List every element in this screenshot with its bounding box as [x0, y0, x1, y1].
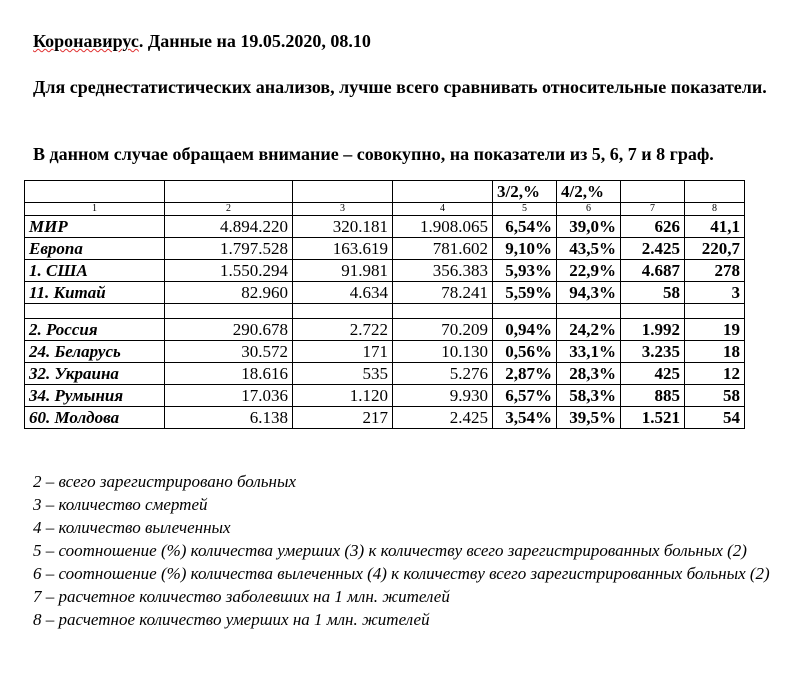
table-cell: 18.616	[165, 363, 293, 385]
table-cell: 39,5%	[557, 407, 621, 429]
table-cell: 1.521	[621, 407, 685, 429]
table-row	[25, 238, 745, 260]
table-cell: 781.602	[393, 238, 493, 260]
legend-item: 6 – соотношение (%) количества вылеченных (4) к количеству всего зарегистрированных больных (2)	[33, 564, 770, 583]
table-row	[25, 216, 745, 238]
header-cell	[293, 181, 393, 203]
table-cell: 82.960	[165, 282, 293, 304]
table-cell: 290.678	[165, 319, 293, 341]
table-cell: 17.036	[165, 385, 293, 407]
column-number-cell: 2	[165, 203, 293, 216]
column-number-cell: 8	[685, 203, 745, 216]
table-cell: 6,57%	[493, 385, 557, 407]
table-cell: 78.241	[393, 282, 493, 304]
table-cell: 1.120	[293, 385, 393, 407]
legend-item: 7 – расчетное количество заболевших на 1 млн. жителей	[33, 587, 450, 606]
table-cell: 9,10%	[493, 238, 557, 260]
table-cell: 5,59%	[493, 282, 557, 304]
table-row	[25, 363, 745, 385]
table-cell: 2.425	[621, 238, 685, 260]
legend-item: 4 – количество вылеченных	[33, 518, 231, 537]
header-cell	[165, 181, 293, 203]
region-name-cell: 1. США	[25, 260, 165, 282]
table-row	[25, 282, 745, 304]
region-name-cell: МИР	[25, 216, 165, 238]
table-cell: 5.276	[393, 363, 493, 385]
table-cell: 626	[621, 216, 685, 238]
table-cell: 6.138	[165, 407, 293, 429]
region-name-cell: 32. Украина	[25, 363, 165, 385]
table-cell: 10.130	[393, 341, 493, 363]
table-cell: 58	[685, 385, 745, 407]
statistics-table	[24, 180, 745, 429]
blank-cell	[293, 304, 393, 319]
table-cell: 58	[621, 282, 685, 304]
table-cell: 91.981	[293, 260, 393, 282]
table-cell: 1.908.065	[393, 216, 493, 238]
header-cell	[393, 181, 493, 203]
header-cell	[25, 181, 165, 203]
region-name-cell: 2. Россия	[25, 319, 165, 341]
region-name-cell: Европа	[25, 238, 165, 260]
table-cell: 3,54%	[493, 407, 557, 429]
column-number-cell: 4	[393, 203, 493, 216]
table-cell: 39,0%	[557, 216, 621, 238]
header-cell: 4/2,%	[557, 181, 621, 203]
table-cell: 320.181	[293, 216, 393, 238]
region-name-cell: 60. Молдова	[25, 407, 165, 429]
table-row	[25, 341, 745, 363]
table-cell: 3.235	[621, 341, 685, 363]
table-cell: 1.797.528	[165, 238, 293, 260]
blank-cell	[165, 304, 293, 319]
table-row	[25, 260, 745, 282]
column-number-cell: 6	[557, 203, 621, 216]
column-number-row	[25, 203, 745, 216]
column-number-cell: 7	[621, 203, 685, 216]
table-cell: 3	[685, 282, 745, 304]
blank-cell	[685, 304, 745, 319]
table-cell: 43,5%	[557, 238, 621, 260]
focus-paragraph: В данном случае обращаем внимание – совокупно, на показатели из 5, 6, 7 и 8 граф.	[33, 144, 714, 164]
table-cell: 6,54%	[493, 216, 557, 238]
legend-item: 3 – количество смертей	[33, 495, 208, 514]
table-cell: 58,3%	[557, 385, 621, 407]
region-name-cell: 34. Румыния	[25, 385, 165, 407]
blank-cell	[393, 304, 493, 319]
table-cell: 5,93%	[493, 260, 557, 282]
region-name-cell: 24. Беларусь	[25, 341, 165, 363]
table-cell: 2.425	[393, 407, 493, 429]
table-cell: 2,87%	[493, 363, 557, 385]
table-cell: 4.894.220	[165, 216, 293, 238]
table-cell: 22,9%	[557, 260, 621, 282]
table-cell: 19	[685, 319, 745, 341]
column-number-cell: 3	[293, 203, 393, 216]
table-cell: 12	[685, 363, 745, 385]
table-cell: 33,1%	[557, 341, 621, 363]
table-cell: 4.687	[621, 260, 685, 282]
table-cell: 4.634	[293, 282, 393, 304]
column-number-cell: 1	[25, 203, 165, 216]
table-cell: 885	[621, 385, 685, 407]
table-cell: 9.930	[393, 385, 493, 407]
intro-paragraph: Для среднестатистических анализов, лучше всего сравнивать относительные показатели.	[33, 77, 767, 97]
table-cell: 171	[293, 341, 393, 363]
table-cell: 24,2%	[557, 319, 621, 341]
header-row	[25, 181, 745, 203]
region-name-cell: 11. Китай	[25, 282, 165, 304]
legend-item: 5 – соотношение (%) количества умерших (3) к количеству всего зарегистрированных больных (2)	[33, 541, 747, 560]
table-cell: 220,7	[685, 238, 745, 260]
table-cell: 535	[293, 363, 393, 385]
table-cell: 1.992	[621, 319, 685, 341]
table-cell: 30.572	[165, 341, 293, 363]
table-cell: 1.550.294	[165, 260, 293, 282]
table-cell: 217	[293, 407, 393, 429]
table-cell: 163.619	[293, 238, 393, 260]
table-cell: 356.383	[393, 260, 493, 282]
table-cell: 425	[621, 363, 685, 385]
table-cell: 54	[685, 407, 745, 429]
table-row	[25, 319, 745, 341]
legend-item: 8 – расчетное количество умерших на 1 млн. жителей	[33, 610, 430, 629]
blank-cell	[493, 304, 557, 319]
legend-item: 2 – всего зарегистрировано больных	[33, 472, 297, 491]
table-cell: 0,56%	[493, 341, 557, 363]
separator-row	[25, 304, 745, 319]
table-cell: 41,1	[685, 216, 745, 238]
legend-notes	[33, 470, 783, 631]
table-cell: 2.722	[293, 319, 393, 341]
table-cell: 18	[685, 341, 745, 363]
title-date: . Данные на 19.05.2020, 08.10	[138, 31, 371, 51]
table-cell: 94,3%	[557, 282, 621, 304]
table-cell: 70.209	[393, 319, 493, 341]
table-row	[25, 385, 745, 407]
column-number-cell: 5	[493, 203, 557, 216]
blank-cell	[621, 304, 685, 319]
blank-cell	[557, 304, 621, 319]
table-row	[25, 407, 745, 429]
table-cell: 0,94%	[493, 319, 557, 341]
blank-cell	[25, 304, 165, 319]
header-cell	[685, 181, 745, 203]
table-cell: 28,3%	[557, 363, 621, 385]
document-title	[33, 31, 371, 52]
header-cell: 3/2,%	[493, 181, 557, 203]
header-cell	[621, 181, 685, 203]
title-keyword: Коронавирус	[33, 31, 139, 51]
table-cell: 278	[685, 260, 745, 282]
